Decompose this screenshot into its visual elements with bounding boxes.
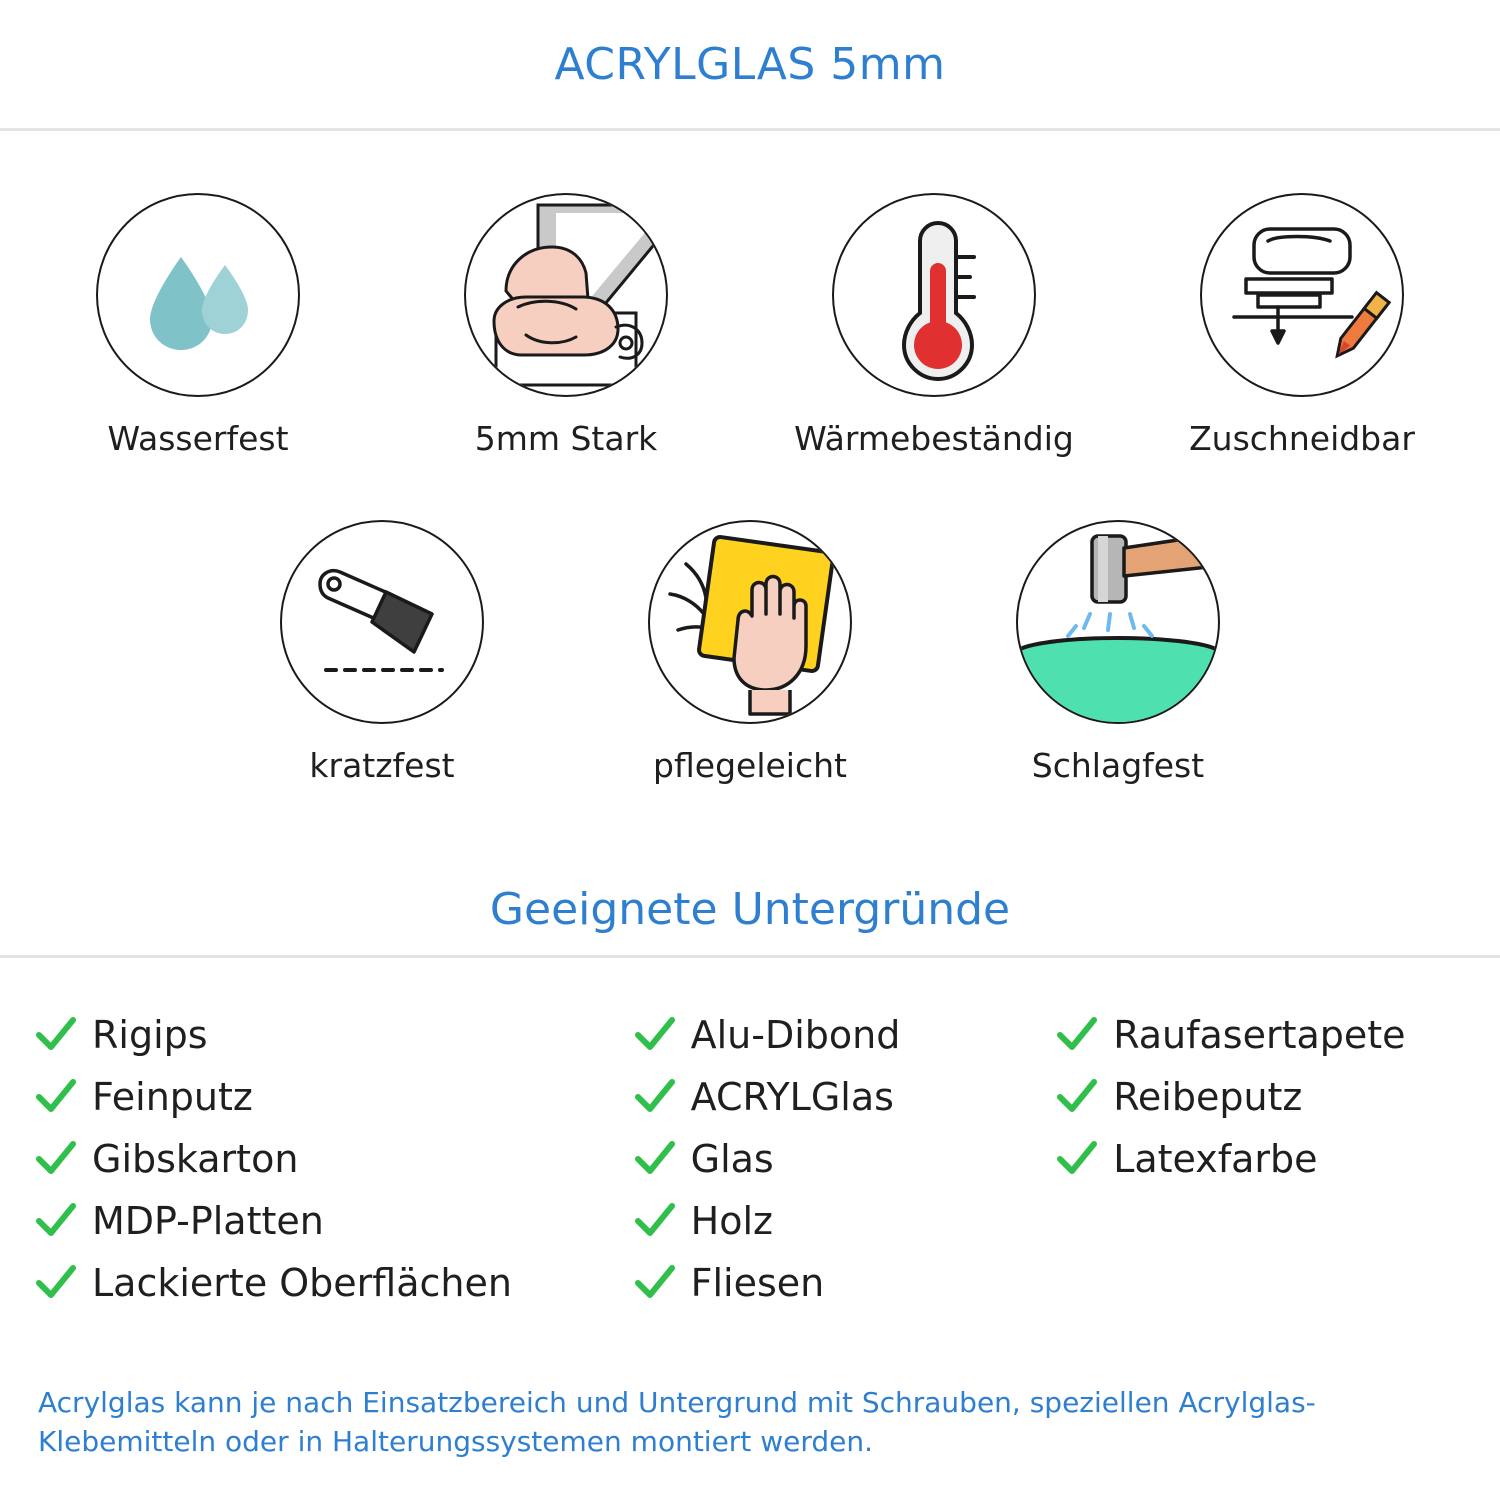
substrates-header	[0, 863, 1500, 955]
check-icon	[34, 1137, 78, 1181]
jigsaw-cutter-icon	[1202, 195, 1402, 395]
list-item	[34, 1066, 633, 1128]
list-item-label: Raufasertapete	[1113, 1013, 1406, 1057]
feature-row-1	[0, 193, 1500, 458]
check-icon	[34, 1261, 78, 1305]
list-item-label: Feinputz	[92, 1075, 253, 1119]
list-item	[1055, 1128, 1466, 1190]
check-icon	[633, 1075, 677, 1119]
check-icon	[1055, 1075, 1099, 1119]
feature-kratzfest	[237, 520, 527, 785]
feature-row-2	[0, 520, 1500, 785]
feature-grid	[0, 131, 1500, 785]
list-item	[34, 1190, 633, 1252]
feature-label: Wärmebeständig	[794, 419, 1074, 458]
list-item-label: Glas	[690, 1137, 774, 1181]
list-item	[1055, 1066, 1466, 1128]
feature-icon-circle	[648, 520, 852, 724]
list-item	[34, 1252, 633, 1314]
check-icon	[633, 1137, 677, 1181]
feature-label: pflegeleicht	[653, 746, 847, 785]
footer-note: Acrylglas kann je nach Einsatzbereich und Untergrund mit Schrauben, speziellen Acrylglas-Klebemitteln oder in Halterungssystemen montiert werden.	[38, 1385, 1316, 1459]
feature-icon-circle	[464, 193, 668, 397]
feature-icon-circle	[1016, 520, 1220, 724]
list-item-label: Holz	[690, 1199, 773, 1243]
check-icon	[1055, 1013, 1099, 1057]
feature-label: Schlagfest	[1031, 746, 1205, 785]
list-item-label: ACRYLGlas	[690, 1075, 894, 1119]
feature-label: kratzfest	[309, 746, 455, 785]
feature-pflegeleicht	[605, 520, 895, 785]
check-icon	[1055, 1137, 1099, 1181]
feature-waermebestaendig	[789, 193, 1079, 458]
substrates-column-2	[633, 1004, 1056, 1314]
hammer-impact-icon	[1018, 522, 1218, 722]
page-title: ACRYLGLAS 5mm	[554, 38, 946, 90]
substrates-column-3	[1055, 1004, 1466, 1314]
thermometer-icon	[834, 195, 1034, 395]
list-item-label: MDP-Platten	[92, 1199, 324, 1243]
knife-scratch-icon	[282, 522, 482, 722]
check-icon	[34, 1075, 78, 1119]
list-item	[633, 1190, 1056, 1252]
list-item	[34, 1128, 633, 1190]
feature-icon-circle	[96, 193, 300, 397]
feature-schlagfest	[973, 520, 1263, 785]
list-item-label: Latexfarbe	[1113, 1137, 1318, 1181]
feature-icon-circle	[832, 193, 1036, 397]
list-item-label: Alu-Dibond	[690, 1013, 901, 1057]
list-item-label: Gibskarton	[92, 1137, 299, 1181]
list-item	[34, 1004, 633, 1066]
water-drops-icon	[98, 195, 298, 395]
cleaning-hand-cloth-icon	[650, 522, 850, 722]
feature-zuschneidbar	[1157, 193, 1447, 458]
substrates-title: Geeignete Untergründe	[489, 883, 1011, 935]
check-icon	[34, 1199, 78, 1243]
list-item	[633, 1004, 1056, 1066]
list-item	[633, 1252, 1056, 1314]
list-item	[633, 1128, 1056, 1190]
substrates-column-1	[34, 1004, 633, 1314]
check-icon	[633, 1013, 677, 1057]
substrates-list	[0, 958, 1500, 1314]
check-icon	[633, 1261, 677, 1305]
flexed-arm-icon	[466, 195, 666, 395]
feature-label: 5mm Stark	[474, 419, 658, 458]
check-icon	[34, 1013, 78, 1057]
check-icon	[633, 1199, 677, 1243]
feature-label: Wasserfest	[107, 419, 289, 458]
feature-label: Zuschneidbar	[1189, 419, 1415, 458]
list-item-label: Rigips	[92, 1013, 208, 1057]
feature-wasserfest	[53, 193, 343, 458]
feature-icon-circle	[1200, 193, 1404, 397]
list-item-label: Lackierte Oberflächen	[92, 1261, 512, 1305]
list-item-label: Fliesen	[690, 1261, 825, 1305]
feature-5mm-stark	[421, 193, 711, 458]
page-header	[0, 0, 1500, 128]
list-item	[633, 1066, 1056, 1128]
list-item-label: Reibeputz	[1113, 1075, 1303, 1119]
feature-icon-circle	[280, 520, 484, 724]
list-item	[1055, 1004, 1466, 1066]
